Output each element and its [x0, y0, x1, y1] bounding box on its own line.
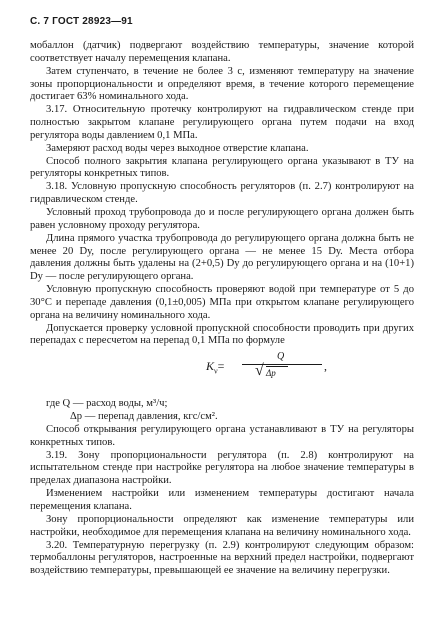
paragraph: Условную пропускную способность проверяют водой при температуре от 5 до 30°С и перепаде давления (0,1±0,005) МПа при открытом клапане регулирующего органа на величину номинального хода. [30, 284, 414, 321]
flow-coefficient-formula [30, 350, 414, 398]
document-body [30, 40, 414, 578]
paragraph: Длина прямого участка трубопровода до регулирующего органа должна быть не менее 20 Dу, после регулирующего органа — не менее 15 Dу. Места отбора давления должны быть удалены на (2+0,5) Dу до регулирующего органа и на (10+1) Dу — после регулирующего органа. [30, 232, 414, 283]
paragraph: Замеряют расход воды через выходное отверстие клапана. [46, 142, 309, 154]
paragraph: Условный проход трубопровода до и после регулирующего органа должен быть равен условному проходу регулятора. [30, 206, 414, 231]
formula-numerator: Q [277, 351, 285, 363]
fraction-bar [242, 364, 322, 365]
paragraph: Затем ступенчато, в течение не более 3 с, изменяют температуру на значение зоны пропорциональности и определяют время, в течение которого перемещение достигает 63% номинального хода. [30, 65, 414, 103]
formula-trailing: , [324, 359, 327, 374]
formula-lhs: $K_\nu=$ [206, 359, 225, 376]
paragraph: Допускается проверку условной пропускной способности проводить при других перепадах с пересчетом на перепад 0,1 МПа по формуле [30, 322, 414, 347]
variable-definition: где Q — расход воды, м³/ч; [46, 398, 168, 410]
paragraph-3-19: 3.19. Зону пропорциональности регулятора (п. 2.8) контролируют на испытательном стенде при настройке регулятора на любое значение температуры в пределах диапазона настройки. [30, 449, 414, 487]
paragraph-3-18: 3.18. Условную пропускную способность регуляторов (п. 2.7) контролируют на гидравлическом стенде. [30, 181, 414, 206]
sqrt-sign: √ [255, 362, 264, 380]
paragraph: Изменением настройки или изменением температуры достигают начала перемещения клапана. [30, 488, 414, 512]
paragraph: мобаллон (датчик) подвергают воздействию температуры, значение которой соответствует началу перемещения клапана. [30, 40, 414, 64]
paragraph: Способ полного закрытия клапана регулирующего органа указывают в ТУ на регуляторы конкретных типов. [30, 155, 414, 180]
paragraph: Способ открывания регулирующего органа устанавливают в ТУ на регуляторы конкретных типов. [30, 423, 414, 448]
paragraph-3-17: 3.17. Относительную протечку контролируют на гидравлическом стенде при полностью закрытом клапане регулирующего органа путем подачи на вход регулятора воды давлением 0,1 МПа. [30, 104, 414, 141]
formula-denominator: Δр [266, 368, 276, 379]
paragraph: Зону пропорциональности определяют как изменение температуры или настройки, необходимое для перемещения клапана на величину номинального хода. [30, 513, 414, 538]
variable-definition: Δр — перепад давления, кгс/см². [70, 411, 218, 423]
page-header: С. 7 ГОСТ 28923—91 [30, 16, 133, 27]
paragraph-3-20: 3.20. Температурную перегрузку (п. 2.9) контролируют следующим образом: термобаллоны регуляторов, настроенные на верхний предел настройки, подвергают воздействию температуры, превышающей ее значение на величину перегрузки. [30, 539, 414, 577]
